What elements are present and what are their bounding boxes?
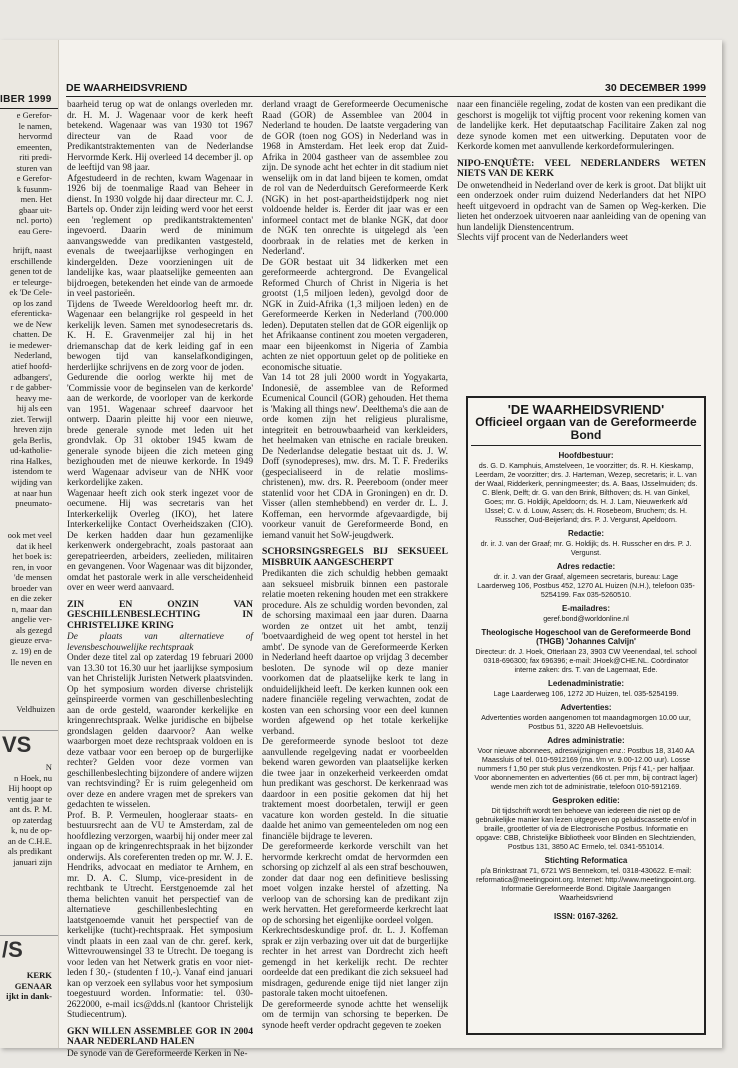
strip-line: op zaterdag [12, 814, 52, 825]
colophon-section-body: dr. ir. J. van der Graaf; mr. G. Holdijk; ds. H. Russcher en drs. P. J. Vergunst. [480, 539, 692, 557]
strip-line: emeenten, [16, 141, 52, 152]
strip-line: heavy me- [15, 392, 52, 403]
strip-line: eferenticka- [10, 308, 52, 319]
strip-line: at naar hun [13, 487, 52, 498]
issn: ISSN: 0167-3262. [553, 912, 619, 921]
colophon-section-title: Redactie: [567, 529, 604, 538]
colophon-section [468, 628, 704, 674]
strip-line: hij als een [17, 403, 52, 414]
strip-line: z. 19) en de [11, 646, 52, 657]
colophon-section-body: Advertenties worden aangenomen tot maandagmorgen 10.00 uur, Postbus 51, 3220 AB Hellevoetsluis. [481, 713, 691, 731]
strip-text-block [0, 970, 55, 1002]
strip-line: k, nu de op- [10, 825, 52, 836]
colophon-section [468, 703, 704, 731]
strip-line: ren, in voor [12, 561, 52, 572]
strip-line: men. Het [20, 194, 52, 205]
colophon-section-title: Stichting Reformatica [544, 856, 628, 865]
article-paragraph: De GOR bestaat uit 34 lidkerken met een gereformeerde achtergrond. De Evangelical Reformed Church of Christ in Nigeria is het grootst (1,5 miljoen leden), gevolgd door de NGK in Zuid-Afrika (1,3 miljoen leden) en de Gereformeerde Kerken in Nederland (700.000 leden). Deputaten stellen dat de GOR eigenlijk op het Afrikaanse continent zou moeten vergaderen, maar een bijeenkomst in Nigeria of Zambia achten ze niet opportuun gelet op de politieke en economische situatie. [262, 257, 448, 373]
article-paragraph: Tijdens de Tweede Wereldoorlog heeft mr. dr. Wagenaar een belangrijke rol gespeeld in het kerkelijk leven. Samen met synodesecretaris ds. K. H. E. Gravenmeijer zal hij in het driemanschap dat de kerk leiding gaf in een bewogen tijd van kanselafkondigingen, herderlijke schrijvens en de zorg voor de joden. [67, 299, 253, 373]
strip-line: n Hoek, nu [14, 772, 52, 783]
article-paragraph: De gereformeerde kerkorde verschilt van het hervormde kerkrecht omdat de hervormden een schorsing op zichzelf al als een straf beschouwen, zonder dat daar nog een definitieve beslissing moet volgen inzake herstel of afzetting. Na verloop van de schorsing kan de predikant zijn werk hervatten. Het gereformeerde kerkrecht laat op de schorsing het eigenlijke oordeel volgen. [262, 842, 448, 926]
strip-text-block [0, 530, 55, 667]
strip-divider [0, 730, 58, 731]
article-paragraph: De gereformeerde synode besloot tot deze aanvullende regelgeving nadat er voorbeelden bekend waren geworden van plaatselijke kerken die twee jaar in onzekerheid verkeerden omdat hun predikant was geschorst. De kerkenraad was daardoor in een positie gekomen dat hij het traktement moest doorbetalen, terwijl er geen vacature kon worden gesteld. In die situatie daalde het animo van gemeenteleden om nog een financiële bijdrage te leveren. [262, 737, 448, 842]
colophon-sections [468, 451, 704, 902]
strip-line: en die zeker [10, 593, 52, 604]
strip-line: gela Berlis, [12, 434, 52, 445]
strip-line: hervormd [18, 131, 52, 142]
strip-line: ncl. porto) [16, 215, 52, 226]
strip-line: op los zand [12, 297, 52, 308]
colophon-section-title: E-mailadres: [561, 604, 611, 613]
colophon-section-title: Adres administratie: [547, 736, 625, 745]
strip-line: ud-katholie- [10, 445, 52, 456]
colophon-section [468, 796, 704, 851]
article-paragraph: De gereformeerde synode achtte het wenselijk om de termijn van schorsing te beperken. De synode heeft verder opdracht gegeven te zoeken [262, 999, 448, 1031]
page-header [66, 82, 706, 97]
strip-line: Nederland, [14, 350, 52, 361]
strip-line: gbaar uit- [18, 204, 52, 215]
strip-line: ek 'De Cele- [9, 287, 52, 298]
colophon-section [468, 679, 704, 698]
strip-line: ventig jaar te [7, 793, 52, 804]
colophon-section-body: Lage Laarderweg 106, 1272 JD Huizen, tel. 035-5254199. [493, 689, 679, 698]
strip-line: januari zijn [13, 856, 52, 867]
article-paragraph: De synode van de Gereformeerde Kerken in Ne- [67, 1048, 248, 1059]
article-paragraph: baarheid terug op wat de onlangs overleden mr. dr. H. M. J. Wagenaar voor de kerk heeft betekend. Wagenaar was van 1930 tot 1967 directeur van de Raad voor de Predikantstraktementen van de Nederlandse Hervormde Kerk. Hij overleed 14 december jl. op de leeftijd van 98 jaar. [67, 100, 253, 173]
article-paragraph: Slechts vijf procent van de Nederlanders weet [457, 233, 628, 244]
strip-line: chatten. De [12, 329, 52, 340]
colophon-section-title: Hoofdbestuur: [558, 451, 614, 460]
strip-line: eau Gere- [18, 226, 52, 237]
colophon-section-body: Directeur: dr. J. Hoek, Otterlaan 23, 3903 CW Veenendaal, tel. school 0318-696300; fax 696396; e-mail: JHoek@CHE.NL. Coördinator interne zaken: drs. T. van de Lagemaat, Ede. [475, 647, 697, 674]
colophon-section [468, 736, 704, 791]
strip-line: er teleurge- [12, 276, 52, 287]
article-heading: ZIN EN ONZIN VAN GESCHILLENBESLECHTING IN CHRISTELIJKE KRING [67, 598, 253, 631]
strip-line: rina Halkes, [10, 455, 52, 466]
article-paragraph: Gedurende die oorlog werkte hij met de 'Commissie voor de beginselen van de kerkorde' aan de werkorde, de voorloper van de kerkorde van 1951. Wagenaar schreef daarvoor het ontwerp. Daarin pleitte hij voor een nieuwe, brede generale synode met leden uit het grondvlak. Op 31 oktober 1945 kwam de generale synode bijeen die zich meteen ging bezighouden met de nieuwe kerkorde. In 1949 werd Wagenaar adviseur van de NHK voor kerkordelijke zaken. [67, 373, 253, 488]
strip-text-block [0, 245, 55, 509]
strip-divider [0, 935, 58, 936]
colophon-section-body: geref.bond@worldonline.nl [543, 614, 629, 623]
strip-signature: Veldhuizen [16, 704, 55, 714]
issue-date: 30 DECEMBER 1999 [605, 82, 706, 94]
strip-line: het boek is: [12, 551, 52, 562]
strip-line: hreven zijn [13, 424, 52, 435]
previous-page-strip [0, 40, 59, 1048]
strip-line: k fusunm- [16, 183, 52, 194]
article-paragraph: Kerkrechtsdeskundige prof. dr. L. J. Koffeman sprak er zijn verbazing over uit dat de burgerlijke rechter in het arrest van Dordrecht zich heeft gemengd in het kerkelijk recht. De rechter oordeelde dat een predikant die zich seksueel had misdragen, gedurende enige tijd niet langer zijn pastorale taken mocht uitoefenen. [262, 926, 448, 1000]
strip-line: le namen, [18, 120, 52, 131]
article-paragraph: Prof. B. P. Vermeulen, hoogleraar staats- en bestuursrecht aan de VU te Amsterdam, zal de hoofdlezing verzorgen, waarbij hij onder meer zal ingaan op de kringenrechtspraak in het bijzonder onderwijs. Als coreferenten treden op mr. W. J. E. Hendriks, advocaat en mediator te Arnhem, en mr. D. A. C. Slump, vice-president in de rechtbank te Utrecht. Eerstgenoemde zal het thema belichten vanuit het perspectief van de alternatieve geschillenbeslechting en laatstgenoemde vanuit het perspectief van de kerkelijke (tucht)-rechtspraak. Het symposium vindt plaats in een zaal van de chr. geref. kerk, Wittevrouwensingel 33 te Utrecht. De toegang is voor leden van het Netwerk gratis en voor niet-leden f 30,- (studenten f 10,-). Vanaf eind januari kan op verzoek een syllabus voor het symposium toegestuurd worden. Informatie: tel. 030-2622000, e-mail ics@dds.nl (kantoor Christelijk Studiecentrum). [67, 810, 253, 1021]
colophon-section-title: Gesproken editie: [552, 796, 620, 805]
column-1 [67, 100, 253, 1059]
strip-line: ook met veel [7, 530, 52, 540]
colophon-section-body: Voor nieuwe abonnees, adreswijzigingen enz.: Postbus 18, 3140 AA Maassluis of tel. 010-5912169 (ma. t/m vr. 9.00-12.00 uur). Losse nummers f 1,50 per stuk plus verzendkosten. Prijs f 41,- per halfjaar. Voor abonnementen en advertenties (66 ct. per mm, bij contract lager) wende men zich tot de administratie, telefoon 010-5912169. [474, 746, 698, 791]
strip-line: ant ds. P. M. [9, 804, 52, 815]
article-subheading: De plaats van alternatieve of levensbeschouwelijke rechtspraak [67, 632, 253, 653]
article-paragraph: Predikanten die zich schuldig hebben gemaakt aan seksueel misbruik binnen een pastorale relatie moeten rekening houden met een strakkere procedure. Als ze schuldig worden bevonden, zal de schorsing maximaal een jaar duren. Daarna worden ze ontzet uit het ambt, tenzij 'boetvaardigheid de weg opent tot herstel in het ambt'. De synode van de Gereformeerde Kerken in Nederland heeft daartoe op vrijdag 3 december besloten. De synode wil op deze manier voorkomen dat de plaatselijke kerk te lang in onduidelijkheid leeft. De kerken kunnen ook een nadere financiële regeling verwachten, zodat de kosten van een schorsing voor een deel kunnen worden afgewend op het totale kerkelijke verband. [262, 569, 448, 737]
strip-line: e Gerefor- [16, 173, 52, 184]
article-paragraph: De onwetendheid in Nederland over de kerk is groot. Dat blijkt uit een onderzoek onder ruim duizend Nederlanders dat het NIPO heeft uitgevoerd in opdracht van de Samen op Weg-kerken. Die lieten het onderzoek uitvoeren naar aanleiding van de opening van hun landelijk Dienstencentrum. [457, 180, 706, 233]
column-3 [457, 100, 706, 244]
strip-line: genen tot de [10, 266, 52, 277]
strip-line: gieuze erva- [9, 635, 52, 646]
colophon-section-title: Advertenties: [560, 703, 612, 712]
strip-line: Hij hoopt op [8, 783, 52, 794]
strip-line: lle neven en [10, 656, 52, 667]
strip-line: GENAAR [14, 980, 52, 991]
article-paragraph: Van 14 tot 28 juli 2000 wordt in Yogyakarta, Indonesië, de assemblee van de Reformed Ecumenical Council (GOR) gehouden. Het thema is 'Making all things new'. Deelthema's die aan de orde komen zijn het religieus pluralisme, integriteit en betrouwbaarheid van kerkleiders, het heelmaken van etnische en raciale breuken. De Nederlandse delegatie bestaat uit ds. J. W. Doff (synodepreses), mw. drs. M. T. F. Frederiks (gespecialiseerd in de relatie moslims-christenen), mw. drs. R. Peereboom (onder meer statenlid voor het CDA in Groningen) en dr. D. Visser (allen stemhebbend) en verder dr. L. J. Koffeman, een hervormde afgevaardigde, bij voorkeur vanuit de Gereformeerde Bond, en iemand vanuit het SoW-jeugdwerk. [262, 373, 448, 541]
strip-line: adbangers', [13, 371, 52, 382]
strip-line: atief hoofd- [11, 361, 52, 372]
colophon-section [468, 856, 704, 902]
colophon-section-body: p/a Brinkstraat 71, 6721 WS Bennekom, tel. 0318-430622. E-mail: reformatica@meetingpoint.org. Internet: http://www.meetingpoint.org. Informatie Gereformeerde Bond. Digitale Jaargangen Waarheidsvriend [476, 866, 696, 902]
strip-line: riti predi- [19, 152, 52, 163]
colophon-title: 'DE WAARHEIDSVRIEND' [507, 402, 665, 417]
article-paragraph: derland vraagt de Gereformeerde Oecumenische Raad (GOR) de Assemblee van 2004 in Nederland te houden. De laatste vergadering van de GOR (toen nog GOS) in Nederland was in 1968 in Amsterdam. Het leek erop dat Zuid-Afrika in 2004 gastheer van de assemblee zou zijn. De synode acht het echter in dit stadium niet wenselijk om in dat land bijeen te komen, omdat de rol van de Nederduitsch Gereformeerde Kerk (NGK) in het post-apartheidstijdperk nog niet voldoende helder is. Eerder dit jaar was er een informeel contact met de blanke NGK, dat door de NGK ten onrechte is uitgelegd als 'een doorbraak in de relaties met de kerken in Nederland'. [262, 100, 448, 257]
strip-line: r de gabber- [10, 382, 52, 393]
article-heading: NIPO-ENQUÊTE: VEEL NEDERLANDERS WETEN NIETS VAN DE KERK [457, 157, 706, 180]
strip-line: ziet. Terwijl [10, 413, 52, 424]
colophon-section-body: dr. ir. J. van der Graaf, algemeen secretaris, bureau: Lage Laarderweg 106, Postbus 452, 1270 AL Huizen (N.H.), telefoon 035-5254199. Fax 035-5260510. [477, 572, 695, 599]
article-paragraph: Onder deze titel zal op zaterdag 19 februari 2000 van 13.30 tot 16.30 uur het jaarlijkse symposium van het Christelijk Juristen Netwerk plaatsvinden. Op het symposium worden diverse christelijk geïnspireerde vormen van geschillenbeslechting aan de orde gesteld, waaronder kerkelijke en kringenrechtspraak. Welke juridische en bijbelse grondslagen gelden daarvoor? Aan welke waarborgen moet deze rechtspraak voldoen en is deze vatbaar voor een beroep op de burgerlijke rechter? Gelden voor deze vormen van geschillenbeslechting bijzondere of andere wijzen van rechtsvinding? Er is ruim gelegenheid om over deze en andere vragen met de sprekers van gedachten te wisselen. [67, 653, 253, 811]
strip-line: n, maar dan [11, 603, 52, 614]
colophon-section [468, 562, 704, 599]
strip-text-block [0, 762, 55, 867]
strip-line: sturen van [16, 162, 52, 173]
strip-heading: /S [2, 937, 23, 962]
strip-line: als gezegd [15, 624, 52, 635]
strip-line: dat ik heel [16, 540, 52, 551]
colophon-section [468, 604, 704, 623]
article-heading: GKN WILLEN ASSEMBLEE GOR IN 2004 NAAR NEDERLAND HALEN [67, 1025, 253, 1048]
strip-line: pneumato- [15, 498, 52, 509]
column-2 [262, 100, 448, 1031]
strip-line: wijding van [11, 477, 52, 488]
colophon-section-title: Adres redactie: [556, 562, 616, 571]
strip-line: we de New [13, 318, 52, 329]
strip-line: e Gerefor- [16, 110, 52, 120]
colophon-box [466, 396, 706, 1035]
strip-line: broeder van [11, 582, 52, 593]
strip-line: hrijft, naast [12, 245, 52, 255]
article-paragraph: naar een financiële regeling, zodat de kosten van een predikant die geschorst is mogelijk tot vijftig procent voor rekening komen van de landelijke kerk. Het deputaatschap Facilitaire Zaken zal nog deze synode komen met een uitwerking. Deputaten voor de Kerkorde komen met aanvullende kerkordeformuleringen. [457, 100, 706, 152]
strip-line: KERK [26, 970, 52, 980]
colophon-section-body: ds. G. D. Kamphuis, Amstelveen, 1e voorzitter; ds. R. H. Kieskamp, Leerdam, 2e voorzitter; drs. J. Harteman, Wezep, secretaris; ir. L. van der Waal, Ridderkerk, penningmeester; ds. A. Baas, IJsselmuiden; ds. C. Blenk, Delft; dr. G. van den Brink, Bilthoven; ds. H. van Ginkel, Goes; mr. G. Holdijk, Apeldoorn; ds. H. J. Lam, Nieuwerkerk a/d IJssel; C. v. d. Louw, Assen; ds. H. Rosebeom, Bruchem; ds. H. Russcher, Oud-Beijerland; drs. P. J. Vergunst, Apeldoorn. [474, 461, 698, 524]
strip-line: als predikant [7, 846, 52, 857]
colophon-banner [471, 401, 701, 446]
strip-line: an de C.H.E. [7, 835, 52, 846]
colophon-section-title: Ledenadministratie: [547, 679, 624, 688]
publication-title: DE WAARHEIDSVRIEND [66, 82, 188, 94]
colophon-subtitle: Officieel orgaan van de Gereformeerde Bond [475, 415, 697, 442]
colophon-section-title: Theologische Hogeschool van de Gereformeerde Bond (THGB) 'Johannes Calvijn' [481, 628, 691, 646]
article-paragraph: Afgestudeerd in de rechten, kwam Wagenaar in 1926 bij de toenmalige Raad van Beheer in dienst. In 1930 volgde hij daar directeur mr. C. J. Bartels op. Onder zijn leiding werd voor het eerst een 'reglement op predikantstraktementen' ingevoerd. Daarin werd de minimum aanvangswedde van predikanten vastgesteld, evenals de tweejaarlijkse verhogingen en kindergelden. Deze voorzieningen uit de landelijke kas, waar plaatselijke gemeenten aan bijdroegen, betekenden het einde van de armoede in veel pastorieën. [67, 173, 253, 299]
colophon-section [468, 529, 704, 557]
article-heading: SCHORSINGSREGELS BIJ SEKSUEEL MISBRUIK AANGESCHERPT [262, 546, 448, 568]
newspaper-page [0, 40, 722, 1059]
strip-line: angelie ver- [11, 614, 52, 625]
strip-line: 'de mensen [13, 572, 52, 583]
strip-text-block [0, 110, 55, 237]
strip-line: ie medewer- [9, 339, 52, 350]
strip-heading: VS [2, 732, 32, 757]
article-paragraph: Wagenaar heeft zich ook sterk ingezet voor de oecumene. Hij was secretaris van het Interkerkelijk Overleg (IKO), het latere Interkerkelijke Contact Overheidszaken (CIO). De kerken hadden daar hun gezamenlijke kerkenwerk ondergebracht, zoals pastoraat aan gerepatrieerden, arbeiders, zeelieden, militairen en gevangenen. Voor Wagenaar was dit bijzonder, omdat het pastorale werk in alle verscheidenheid over en weer werd aanvaard. [67, 488, 253, 593]
strip-line: ijkt in dank- [6, 991, 52, 1002]
previous-page-header: IBER 1999 [0, 94, 58, 109]
strip-line: istendom te [12, 466, 52, 477]
strip-line: N [45, 762, 52, 772]
colophon-section-body: Dit tijdschrift wordt ten behoeve van iedereen die niet op de gebruikelijke manier kan lezen uitgegeven op geluidscassette en/of in braille, grootletter of via de Electronische Postbus. Informatie en opgave: CBB, Christelijke Bibliotheek voor Blinden en Slechtzienden, Postbus 131, 3850 AC Ermelo, tel. 0341-551014. [475, 806, 697, 851]
colophon-section [468, 451, 704, 524]
strip-line: erschillende [10, 255, 52, 266]
